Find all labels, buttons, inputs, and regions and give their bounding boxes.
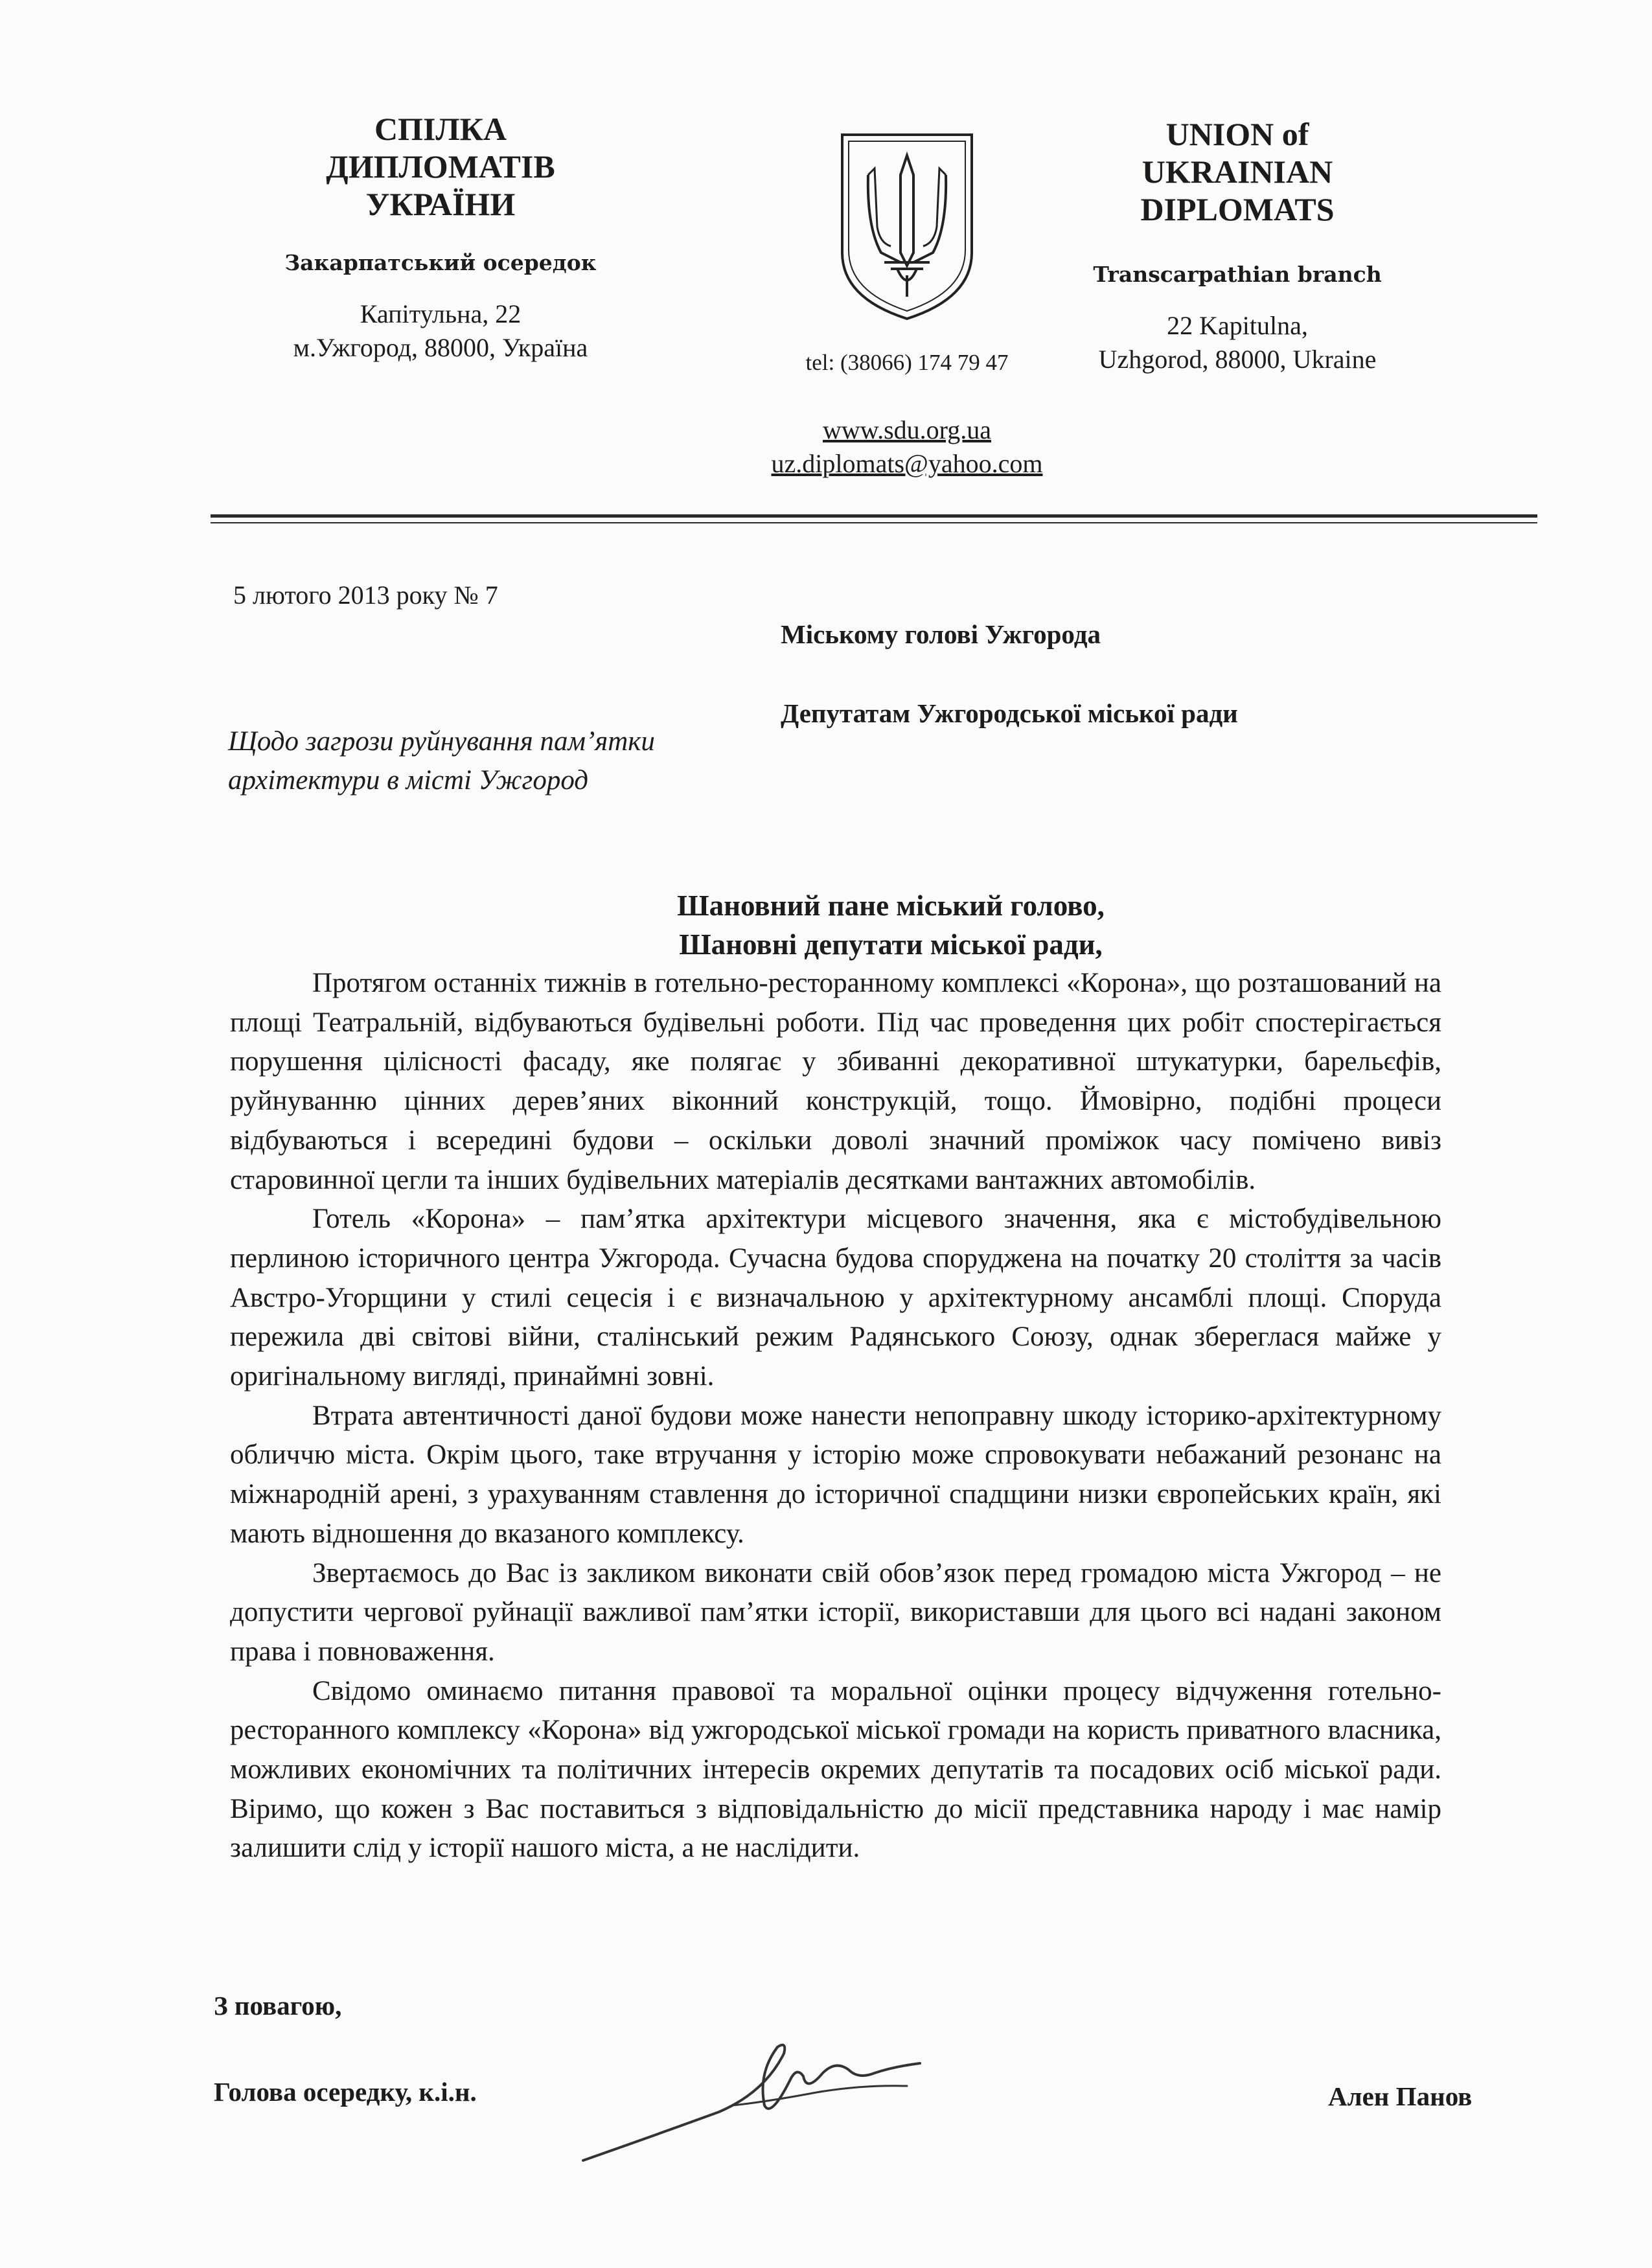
contact-links bbox=[713, 413, 1101, 481]
signer-name: Ален Панов bbox=[1328, 2081, 1473, 2111]
organization-name-ua: СПІЛКА ДИПЛОМАТІВ УКРАЇНИ bbox=[326, 111, 555, 222]
address-en: 22 Kapitulna, Uzhgorod, 88000, Ukraine bbox=[1098, 311, 1377, 374]
letter-subject: Щодо загрози руйнування пам’ятки архітектури в місті Ужгород bbox=[228, 726, 655, 796]
closing: З повагою, bbox=[214, 1991, 342, 2021]
body-paragraph: Свідомо оминаємо питання правової та моральної оцінки процесу відчуження готельно-ресторанного комплексу «Корона» від ужгородської міської громади на користь приватного власника, можливих економічних та політичних інтересів окремих депутатів та посадових осіб міської ради. Віримо, що кожен з Вас поставиться з відповідальністю до місії представника народу і має намір залишити слід у історії нашого міста, а не наслідити. bbox=[230, 1675, 1441, 1864]
salutation: Шановний пане міський голово, Шановні депутати міської ради, bbox=[677, 889, 1105, 961]
header-english bbox=[1011, 115, 1464, 376]
addressee-line-council: Депутатам Ужгородської міської ради bbox=[781, 698, 1238, 728]
header-divider-thin bbox=[211, 522, 1537, 523]
letter-body bbox=[230, 964, 1441, 1868]
branch-name-ua: Закарпатський осередок bbox=[284, 250, 597, 275]
website-link[interactable]: www.sdu.org.ua bbox=[823, 415, 991, 444]
signer-title: Голова осередку, к.і.н. bbox=[214, 2077, 477, 2107]
coat-of-arms-icon bbox=[836, 130, 978, 324]
phone-number: tel: (38066) 174 79 47 bbox=[805, 350, 1009, 375]
handwritten-signature bbox=[570, 2015, 933, 2170]
addressee-line-mayor: Міському голові Ужгорода bbox=[781, 619, 1101, 649]
address-ua: Капітульна, 22 м.Ужгород, 88000, Україна bbox=[293, 299, 588, 362]
header-divider bbox=[211, 514, 1537, 518]
body-paragraph: Втрата автентичності даної будови може нанести непоправну шкоду історико-архітектурному обличчю міста. Окрім цього, таке втручання у історію може спровокувати небажаний резонанс на міжнародній арені, з урахуванням ставлення до історичної спадщини низки європейських країн, які мають відношення до вказаного комплексу. bbox=[230, 1400, 1441, 1549]
branch-name-en: Transcarpathian branch bbox=[1093, 262, 1382, 287]
body-paragraph: Протягом останніх тижнів в готельно-ресторанному комплексі «Корона», що розташований на площі Театральній, відбуваються будівельні роботи. Під час проведення цих робіт спостерігається порушення цілісності фасаду, яке полягає у збиванні декоративної штукатурки, барельєфів, руйнуванню цінних дерев’яних віконний конструкцій, тощо. Ймовірно, подібні процеси відбуваються і всередині будови – оскільки доволі значний проміжок часу помічено вивіз старовинної цегли та інших будівельних матеріалів десятками вантажних автомобілів. bbox=[230, 968, 1441, 1195]
header-ukrainian bbox=[214, 110, 667, 365]
email-link[interactable]: uz.diplomats@yahoo.com bbox=[771, 449, 1043, 478]
organization-name-en: UNION of UKRAINIAN DIPLOMATS bbox=[1140, 116, 1335, 227]
date-reference: 5 лютого 2013 року № 7 bbox=[233, 580, 498, 610]
body-paragraph: Готель «Корона» – пам’ятка архітектури місцевого значення, яка є містобудівельною перлиною історичного центра Ужгорода. Сучасна будова споруджена на початку 20 століття за часів Австро-Угорщини у стилі сецесія і є визначальною у архітектурному ансамблі площі. Споруда пережила дві світові війни, сталінський режим Радянського Союзу, однак збереглася майже у оригінальному вигляді, принаймні зовні. bbox=[230, 1204, 1441, 1392]
body-paragraph: Звертаємось до Вас із закликом виконати свій обов’язок перед громадою міста Ужгород – не допустити чергової руйнації важливої пам’ятки історії, використавши для цього всі надані законом права і повноваження. bbox=[230, 1557, 1441, 1667]
addressee bbox=[781, 595, 1238, 753]
